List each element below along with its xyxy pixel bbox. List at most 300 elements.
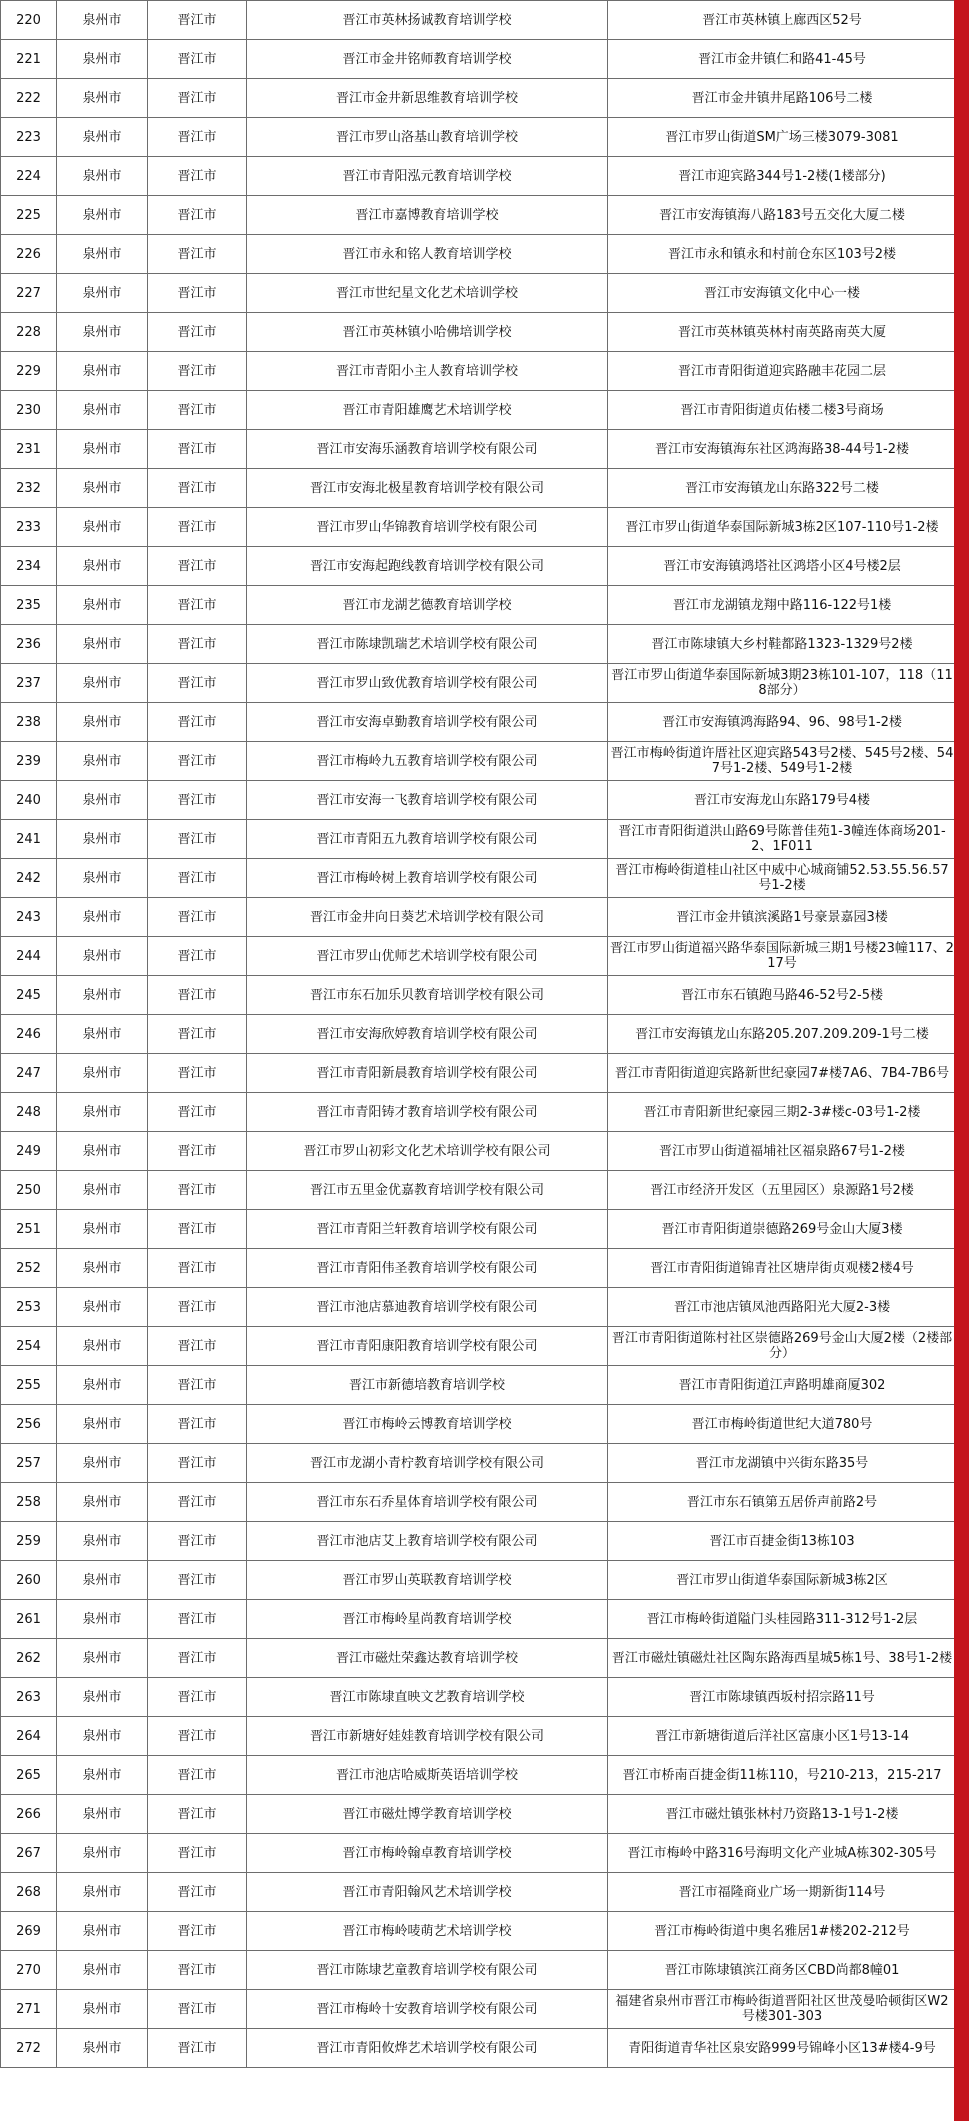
address-cell: 晋江市安海镇海八路183号五交化大厦二楼	[608, 196, 957, 235]
table-row	[1, 1405, 957, 1444]
row-number: 259	[1, 1522, 57, 1561]
school-name-cell: 晋江市青阳兰轩教育培训学校有限公司	[247, 1210, 608, 1249]
address-cell: 晋江市陈埭镇西坂村招宗路11号	[608, 1678, 957, 1717]
row-number: 226	[1, 235, 57, 274]
table-row	[1, 586, 957, 625]
school-name-cell: 晋江市世纪星文化艺术培训学校	[247, 274, 608, 313]
city-cell: 泉州市	[57, 1951, 148, 1990]
table-row	[1, 625, 957, 664]
city-cell: 泉州市	[57, 235, 148, 274]
school-name-cell: 晋江市磁灶博学教育培训学校	[247, 1795, 608, 1834]
table-row	[1, 1093, 957, 1132]
district-cell: 晋江市	[148, 937, 247, 976]
district-cell: 晋江市	[148, 1795, 247, 1834]
city-cell: 泉州市	[57, 1327, 148, 1366]
district-cell: 晋江市	[148, 1678, 247, 1717]
row-number: 240	[1, 781, 57, 820]
district-cell: 晋江市	[148, 1288, 247, 1327]
table-row	[1, 781, 957, 820]
city-cell: 泉州市	[57, 313, 148, 352]
city-cell: 泉州市	[57, 976, 148, 1015]
row-number: 244	[1, 937, 57, 976]
city-cell: 泉州市	[57, 1600, 148, 1639]
row-number: 252	[1, 1249, 57, 1288]
school-name-cell: 晋江市梅岭唛萌艺术培训学校	[247, 1912, 608, 1951]
district-cell: 晋江市	[148, 391, 247, 430]
address-cell: 晋江市龙湖镇龙翔中路116-122号1楼	[608, 586, 957, 625]
row-number: 263	[1, 1678, 57, 1717]
school-name-cell: 晋江市安海起跑线教育培训学校有限公司	[247, 547, 608, 586]
table-row	[1, 1756, 957, 1795]
city-cell: 泉州市	[57, 1678, 148, 1717]
district-cell: 晋江市	[148, 625, 247, 664]
district-cell: 晋江市	[148, 1756, 247, 1795]
row-number: 265	[1, 1756, 57, 1795]
city-cell: 泉州市	[57, 1366, 148, 1405]
school-name-cell: 晋江市池店慕迪教育培训学校有限公司	[247, 1288, 608, 1327]
row-number: 266	[1, 1795, 57, 1834]
city-cell: 泉州市	[57, 1483, 148, 1522]
school-name-cell: 晋江市青阳小主人教育培训学校	[247, 352, 608, 391]
address-cell: 晋江市梅岭街道许厝社区迎宾路543号2楼、545号2楼、547号1-2楼、549号1-2楼	[608, 742, 957, 781]
city-cell: 泉州市	[57, 898, 148, 937]
row-number: 239	[1, 742, 57, 781]
row-number: 254	[1, 1327, 57, 1366]
district-cell: 晋江市	[148, 1912, 247, 1951]
address-cell: 晋江市百捷金街13栋103	[608, 1522, 957, 1561]
school-name-cell: 晋江市罗山致优教育培训学校有限公司	[247, 664, 608, 703]
school-name-cell: 晋江市青阳雄鹰艺术培训学校	[247, 391, 608, 430]
district-cell: 晋江市	[148, 1639, 247, 1678]
district-cell: 晋江市	[148, 976, 247, 1015]
row-number: 230	[1, 391, 57, 430]
row-number: 270	[1, 1951, 57, 1990]
district-cell: 晋江市	[148, 1, 247, 40]
row-number: 253	[1, 1288, 57, 1327]
district-cell: 晋江市	[148, 742, 247, 781]
row-number: 249	[1, 1132, 57, 1171]
address-cell: 福建省泉州市晋江市梅岭街道晋阳社区世茂曼哈顿街区W2号楼301-303	[608, 1990, 957, 2029]
table-row	[1, 664, 957, 703]
table-body	[1, 1, 957, 2068]
district-cell: 晋江市	[148, 1093, 247, 1132]
row-number: 222	[1, 79, 57, 118]
address-cell: 晋江市梅岭街道中奥名雅居1#楼202-212号	[608, 1912, 957, 1951]
city-cell: 泉州市	[57, 625, 148, 664]
address-cell: 晋江市安海镇文化中心一楼	[608, 274, 957, 313]
table-row	[1, 40, 957, 79]
district-cell: 晋江市	[148, 820, 247, 859]
row-number: 232	[1, 469, 57, 508]
city-cell: 泉州市	[57, 1132, 148, 1171]
address-cell: 晋江市青阳街道崇德路269号金山大厦3楼	[608, 1210, 957, 1249]
address-cell: 晋江市安海镇龙山东路322号二楼	[608, 469, 957, 508]
school-name-cell: 晋江市罗山优师艺术培训学校有限公司	[247, 937, 608, 976]
district-cell: 晋江市	[148, 898, 247, 937]
address-cell: 晋江市永和镇永和村前仓东区103号2楼	[608, 235, 957, 274]
city-cell: 泉州市	[57, 1522, 148, 1561]
school-name-cell: 晋江市安海北极星教育培训学校有限公司	[247, 469, 608, 508]
city-cell: 泉州市	[57, 742, 148, 781]
row-number: 261	[1, 1600, 57, 1639]
city-cell: 泉州市	[57, 820, 148, 859]
district-cell: 晋江市	[148, 664, 247, 703]
table-row	[1, 1483, 957, 1522]
table-row	[1, 79, 957, 118]
address-cell: 晋江市罗山街道SM广场三楼3079-3081	[608, 118, 957, 157]
table-row	[1, 1678, 957, 1717]
city-cell: 泉州市	[57, 586, 148, 625]
table-row	[1, 430, 957, 469]
table-row	[1, 157, 957, 196]
table-row	[1, 976, 957, 1015]
district-cell: 晋江市	[148, 859, 247, 898]
district-cell: 晋江市	[148, 2029, 247, 2068]
table-row	[1, 1366, 957, 1405]
row-number: 245	[1, 976, 57, 1015]
city-cell: 泉州市	[57, 274, 148, 313]
address-cell: 晋江市梅岭街道桂山社区中威中心城商铺52.53.55.56.57号1-2楼	[608, 859, 957, 898]
address-cell: 晋江市福隆商业广场一期新街114号	[608, 1873, 957, 1912]
city-cell: 泉州市	[57, 196, 148, 235]
district-cell: 晋江市	[148, 40, 247, 79]
row-number: 255	[1, 1366, 57, 1405]
address-cell: 晋江市金井镇滨溪路1号豪景嘉园3楼	[608, 898, 957, 937]
table-row	[1, 898, 957, 937]
school-name-cell: 晋江市青阳五九教育培训学校有限公司	[247, 820, 608, 859]
table-row	[1, 1522, 957, 1561]
address-cell: 晋江市青阳街道迎宾路新世纪豪园7#楼7A6、7B4-7B6号	[608, 1054, 957, 1093]
city-cell: 泉州市	[57, 1405, 148, 1444]
table-row	[1, 703, 957, 742]
district-cell: 晋江市	[148, 1444, 247, 1483]
address-cell: 晋江市青阳街道迎宾路融丰花园二层	[608, 352, 957, 391]
address-cell: 晋江市青阳街道贞佑楼二楼3号商场	[608, 391, 957, 430]
row-number: 235	[1, 586, 57, 625]
school-name-cell: 晋江市梅岭树上教育培训学校有限公司	[247, 859, 608, 898]
address-cell: 晋江市英林镇英林村南英路南英大厦	[608, 313, 957, 352]
district-cell: 晋江市	[148, 781, 247, 820]
school-name-cell: 晋江市东石加乐贝教育培训学校有限公司	[247, 976, 608, 1015]
address-cell: 晋江市迎宾路344号1-2楼(1楼部分)	[608, 157, 957, 196]
district-cell: 晋江市	[148, 1561, 247, 1600]
district-cell: 晋江市	[148, 1600, 247, 1639]
address-cell: 晋江市桥南百捷金街11栋110，号210-213，215-217	[608, 1756, 957, 1795]
address-cell: 晋江市磁灶镇张林村乃资路13-1号1-2楼	[608, 1795, 957, 1834]
district-cell: 晋江市	[148, 313, 247, 352]
row-number: 264	[1, 1717, 57, 1756]
address-cell: 晋江市安海龙山东路179号4楼	[608, 781, 957, 820]
city-cell: 泉州市	[57, 352, 148, 391]
table-row	[1, 1327, 957, 1366]
district-cell: 晋江市	[148, 1366, 247, 1405]
school-name-cell: 晋江市青阳伟圣教育培训学校有限公司	[247, 1249, 608, 1288]
school-name-cell: 晋江市青阳康阳教育培训学校有限公司	[247, 1327, 608, 1366]
city-cell: 泉州市	[57, 40, 148, 79]
district-cell: 晋江市	[148, 1990, 247, 2029]
address-cell: 晋江市青阳新世纪豪园三期2-3#楼c-03号1-2楼	[608, 1093, 957, 1132]
district-cell: 晋江市	[148, 1015, 247, 1054]
school-name-cell: 晋江市陈埭凯瑞艺术培训学校有限公司	[247, 625, 608, 664]
city-cell: 泉州市	[57, 1912, 148, 1951]
address-cell: 晋江市经济开发区（五里园区）泉源路1号2楼	[608, 1171, 957, 1210]
city-cell: 泉州市	[57, 1717, 148, 1756]
district-cell: 晋江市	[148, 508, 247, 547]
district-cell: 晋江市	[148, 79, 247, 118]
row-number: 223	[1, 118, 57, 157]
school-name-cell: 晋江市东石乔星体育培训学校有限公司	[247, 1483, 608, 1522]
table-row	[1, 274, 957, 313]
table-row	[1, 508, 957, 547]
address-cell: 晋江市罗山街道华泰国际新城3栋2区107-110号1-2楼	[608, 508, 957, 547]
row-number: 248	[1, 1093, 57, 1132]
row-number: 224	[1, 157, 57, 196]
address-cell: 晋江市池店镇凤池西路阳光大厦2-3楼	[608, 1288, 957, 1327]
table-row	[1, 859, 957, 898]
address-cell: 晋江市青阳街道陈村社区崇德路269号金山大厦2楼（2楼部分）	[608, 1327, 957, 1366]
city-cell: 泉州市	[57, 1873, 148, 1912]
city-cell: 泉州市	[57, 937, 148, 976]
address-cell: 晋江市梅岭街道隘门头桂园路311-312号1-2层	[608, 1600, 957, 1639]
address-cell: 晋江市罗山街道华泰国际新城3栋2区	[608, 1561, 957, 1600]
school-name-cell: 晋江市新德培教育培训学校	[247, 1366, 608, 1405]
district-cell: 晋江市	[148, 1327, 247, 1366]
row-number: 242	[1, 859, 57, 898]
address-cell: 晋江市金井镇井尾路106号二楼	[608, 79, 957, 118]
row-number: 237	[1, 664, 57, 703]
row-number: 243	[1, 898, 57, 937]
school-name-cell: 晋江市青阳翰风艺术培训学校	[247, 1873, 608, 1912]
school-name-cell: 晋江市罗山华锦教育培训学校有限公司	[247, 508, 608, 547]
address-cell: 晋江市梅岭中路316号海明文化产业城A栋302-305号	[608, 1834, 957, 1873]
row-number: 231	[1, 430, 57, 469]
city-cell: 泉州市	[57, 2029, 148, 2068]
district-cell: 晋江市	[148, 157, 247, 196]
table-row	[1, 1444, 957, 1483]
page-right-border	[954, 0, 969, 2121]
school-name-cell: 晋江市池店艾上教育培训学校有限公司	[247, 1522, 608, 1561]
table-row	[1, 2029, 957, 2068]
table-row	[1, 547, 957, 586]
school-name-cell: 晋江市安海一飞教育培训学校有限公司	[247, 781, 608, 820]
address-cell: 晋江市梅岭街道世纪大道780号	[608, 1405, 957, 1444]
row-number: 220	[1, 1, 57, 40]
city-cell: 泉州市	[57, 1093, 148, 1132]
school-name-cell: 晋江市梅岭翰卓教育培训学校	[247, 1834, 608, 1873]
school-name-cell: 晋江市五里金优嘉教育培训学校有限公司	[247, 1171, 608, 1210]
city-cell: 泉州市	[57, 1444, 148, 1483]
table-row	[1, 1951, 957, 1990]
row-number: 267	[1, 1834, 57, 1873]
district-cell: 晋江市	[148, 586, 247, 625]
table-row	[1, 1054, 957, 1093]
city-cell: 泉州市	[57, 1990, 148, 2029]
city-cell: 泉州市	[57, 157, 148, 196]
address-cell: 晋江市新塘街道后洋社区富康小区1号13-14	[608, 1717, 957, 1756]
table-row	[1, 469, 957, 508]
school-name-cell: 晋江市安海卓勤教育培训学校有限公司	[247, 703, 608, 742]
city-cell: 泉州市	[57, 1249, 148, 1288]
row-number: 247	[1, 1054, 57, 1093]
table-row	[1, 1873, 957, 1912]
district-cell: 晋江市	[148, 352, 247, 391]
row-number: 246	[1, 1015, 57, 1054]
row-number: 258	[1, 1483, 57, 1522]
district-cell: 晋江市	[148, 1951, 247, 1990]
city-cell: 泉州市	[57, 1288, 148, 1327]
district-cell: 晋江市	[148, 1171, 247, 1210]
table-row	[1, 1288, 957, 1327]
table-row	[1, 1015, 957, 1054]
address-cell: 晋江市龙湖镇中兴街东路35号	[608, 1444, 957, 1483]
school-name-cell: 晋江市龙湖小青柠教育培训学校有限公司	[247, 1444, 608, 1483]
row-number: 271	[1, 1990, 57, 2029]
school-name-cell: 晋江市罗山英联教育培训学校	[247, 1561, 608, 1600]
school-name-cell: 晋江市梅岭云博教育培训学校	[247, 1405, 608, 1444]
school-name-cell: 晋江市金井向日葵艺术培训学校有限公司	[247, 898, 608, 937]
school-name-cell: 晋江市龙湖艺德教育培训学校	[247, 586, 608, 625]
city-cell: 泉州市	[57, 1210, 148, 1249]
city-cell: 泉州市	[57, 1171, 148, 1210]
school-name-cell: 晋江市嘉博教育培训学校	[247, 196, 608, 235]
row-number: 236	[1, 625, 57, 664]
school-name-cell: 晋江市青阳新晨教育培训学校有限公司	[247, 1054, 608, 1093]
row-number: 268	[1, 1873, 57, 1912]
city-cell: 泉州市	[57, 1795, 148, 1834]
row-number: 233	[1, 508, 57, 547]
school-name-cell: 晋江市池店哈威斯英语培训学校	[247, 1756, 608, 1795]
school-name-cell: 晋江市安海乐涵教育培训学校有限公司	[247, 430, 608, 469]
district-cell: 晋江市	[148, 235, 247, 274]
table-row	[1, 1, 957, 40]
city-cell: 泉州市	[57, 1756, 148, 1795]
address-cell: 晋江市青阳街道锦青社区塘岸街贞观楼2楼4号	[608, 1249, 957, 1288]
address-cell: 晋江市陈埭镇大乡村鞋都路1323-1329号2楼	[608, 625, 957, 664]
district-cell: 晋江市	[148, 1717, 247, 1756]
city-cell: 泉州市	[57, 1561, 148, 1600]
row-number: 272	[1, 2029, 57, 2068]
city-cell: 泉州市	[57, 547, 148, 586]
table-row	[1, 742, 957, 781]
school-name-cell: 晋江市梅岭九五教育培训学校有限公司	[247, 742, 608, 781]
school-name-cell: 晋江市青阳泓元教育培训学校	[247, 157, 608, 196]
table-row	[1, 1795, 957, 1834]
table-row	[1, 1171, 957, 1210]
table-row	[1, 391, 957, 430]
row-number: 260	[1, 1561, 57, 1600]
school-name-cell: 晋江市新塘好娃娃教育培训学校有限公司	[247, 1717, 608, 1756]
school-name-cell: 晋江市金井新思维教育培训学校	[247, 79, 608, 118]
school-name-cell: 晋江市安海欣婷教育培训学校有限公司	[247, 1015, 608, 1054]
city-cell: 泉州市	[57, 1834, 148, 1873]
address-cell: 晋江市罗山街道华泰国际新城3期23栋101-107，118（118部分）	[608, 664, 957, 703]
table-row	[1, 1600, 957, 1639]
district-cell: 晋江市	[148, 1405, 247, 1444]
school-name-cell: 晋江市磁灶荣鑫达教育培训学校	[247, 1639, 608, 1678]
school-name-cell: 晋江市英林镇小哈佛培训学校	[247, 313, 608, 352]
address-cell: 晋江市青阳街道江声路明雄商厦302	[608, 1366, 957, 1405]
district-cell: 晋江市	[148, 1249, 247, 1288]
district-cell: 晋江市	[148, 430, 247, 469]
school-name-cell: 晋江市梅岭星尚教育培训学校	[247, 1600, 608, 1639]
address-cell: 晋江市磁灶镇磁灶社区陶东路海西星城5栋1号、38号1-2楼	[608, 1639, 957, 1678]
row-number: 256	[1, 1405, 57, 1444]
table-row	[1, 235, 957, 274]
address-cell: 晋江市安海镇龙山东路205.207.209.209-1号二楼	[608, 1015, 957, 1054]
address-cell: 晋江市金井镇仁和路41-45号	[608, 40, 957, 79]
city-cell: 泉州市	[57, 664, 148, 703]
city-cell: 泉州市	[57, 1, 148, 40]
table-row	[1, 1639, 957, 1678]
row-number: 251	[1, 1210, 57, 1249]
table-row	[1, 1990, 957, 2029]
school-name-cell: 晋江市青阳攸烨艺术培训学校有限公司	[247, 2029, 608, 2068]
address-cell: 晋江市东石镇第五居侨声前路2号	[608, 1483, 957, 1522]
school-name-cell: 晋江市永和铭人教育培训学校	[247, 235, 608, 274]
city-cell: 泉州市	[57, 781, 148, 820]
address-cell: 晋江市安海镇鸿塔社区鸿塔小区4号楼2层	[608, 547, 957, 586]
city-cell: 泉州市	[57, 118, 148, 157]
district-cell: 晋江市	[148, 1522, 247, 1561]
address-cell: 晋江市罗山街道福兴路华泰国际新城三期1号楼23幢117、217号	[608, 937, 957, 976]
district-cell: 晋江市	[148, 1054, 247, 1093]
table-row	[1, 1210, 957, 1249]
row-number: 221	[1, 40, 57, 79]
district-cell: 晋江市	[148, 1483, 247, 1522]
table-row	[1, 1132, 957, 1171]
row-number: 234	[1, 547, 57, 586]
table-row	[1, 1717, 957, 1756]
city-cell: 泉州市	[57, 703, 148, 742]
address-cell: 青阳街道青华社区泉安路999号锦峰小区13#楼4-9号	[608, 2029, 957, 2068]
table-row	[1, 196, 957, 235]
city-cell: 泉州市	[57, 1639, 148, 1678]
school-name-cell: 晋江市陈埭直映文艺教育培训学校	[247, 1678, 608, 1717]
row-number: 238	[1, 703, 57, 742]
city-cell: 泉州市	[57, 508, 148, 547]
district-cell: 晋江市	[148, 469, 247, 508]
table-row	[1, 1561, 957, 1600]
school-name-cell: 晋江市英林扬诚教育培训学校	[247, 1, 608, 40]
district-cell: 晋江市	[148, 1132, 247, 1171]
row-number: 257	[1, 1444, 57, 1483]
row-number: 269	[1, 1912, 57, 1951]
table-row	[1, 820, 957, 859]
city-cell: 泉州市	[57, 79, 148, 118]
table-row	[1, 352, 957, 391]
address-cell: 晋江市东石镇跑马路46-52号2-5楼	[608, 976, 957, 1015]
address-cell: 晋江市安海镇海东社区鸿海路38-44号1-2楼	[608, 430, 957, 469]
district-cell: 晋江市	[148, 1210, 247, 1249]
city-cell: 泉州市	[57, 469, 148, 508]
city-cell: 泉州市	[57, 1015, 148, 1054]
district-cell: 晋江市	[148, 1873, 247, 1912]
table-row	[1, 118, 957, 157]
row-number: 262	[1, 1639, 57, 1678]
school-name-cell: 晋江市陈埭艺童教育培训学校有限公司	[247, 1951, 608, 1990]
district-cell: 晋江市	[148, 1834, 247, 1873]
table-row	[1, 1912, 957, 1951]
row-number: 228	[1, 313, 57, 352]
district-cell: 晋江市	[148, 196, 247, 235]
school-name-cell: 晋江市梅岭十安教育培训学校有限公司	[247, 1990, 608, 2029]
district-cell: 晋江市	[148, 547, 247, 586]
school-name-cell: 晋江市罗山洛基山教育培训学校	[247, 118, 608, 157]
row-number: 241	[1, 820, 57, 859]
city-cell: 泉州市	[57, 391, 148, 430]
school-name-cell: 晋江市青阳铸才教育培训学校有限公司	[247, 1093, 608, 1132]
school-name-cell: 晋江市罗山初彩文化艺术培训学校有限公司	[247, 1132, 608, 1171]
